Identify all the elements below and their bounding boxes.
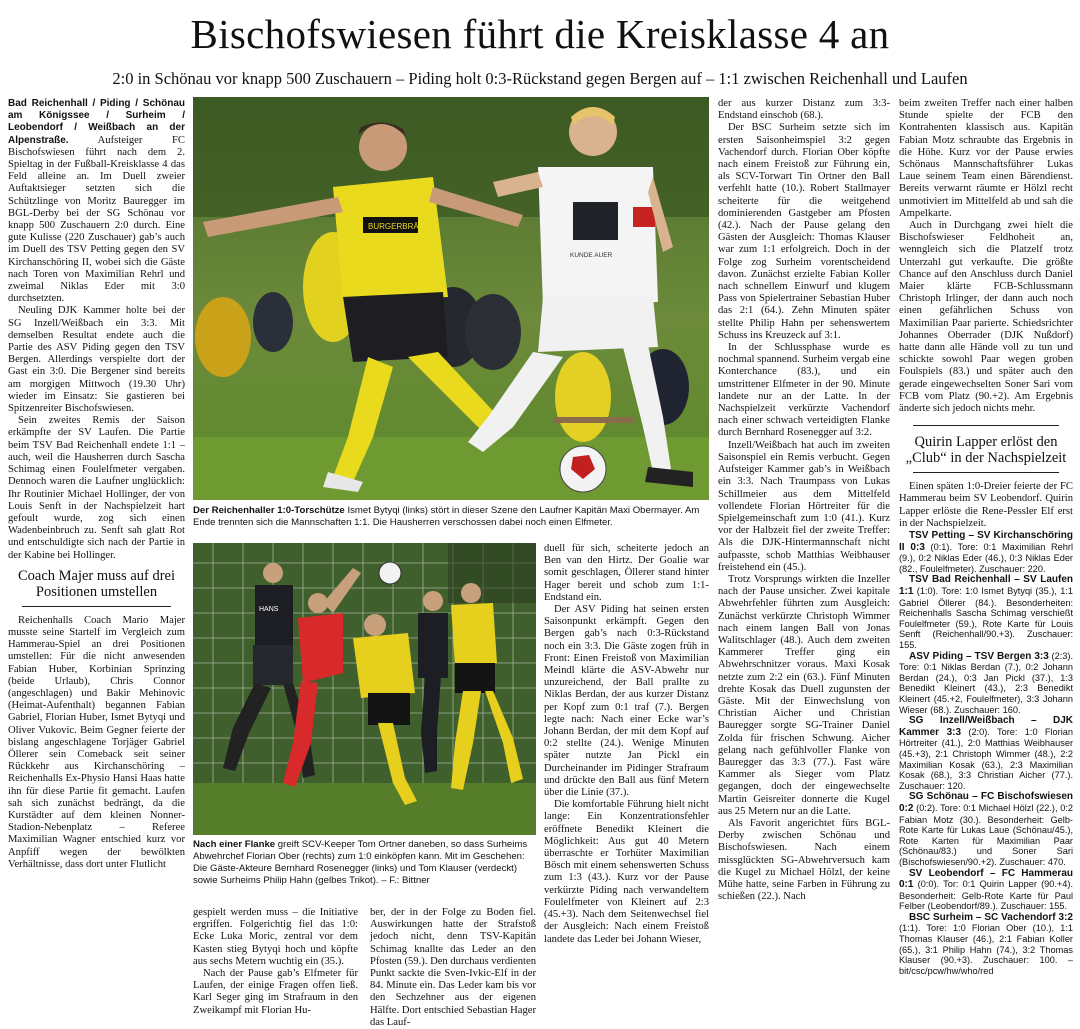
result-entry — [899, 530, 1073, 574]
result-match: BSC Surheim – SC Vachendorf 3:2 — [909, 911, 1073, 923]
paragraph: Einen späten 1:0-Dreier feierte der FC Hammerau beim SV Leobendorf. Quirin Lapper erlöste die Rene-Pessler Elf erst in der Nachspielzeit. — [899, 481, 1073, 529]
divider — [913, 425, 1059, 426]
result-match: TSV Bad Reichenhall – SV Laufen 1:1 — [899, 574, 1073, 598]
article-column-4-lower — [544, 543, 709, 1019]
photo-2-caption — [193, 839, 536, 887]
paragraph: duell für sich, scheiterte jedoch an Ben van den Hirtz. Der Goalie war somit geschlagen, Öllerer stand hinter Hager bereit und schob zum 1:1-Endstand ein. — [544, 543, 709, 603]
paragraph: der aus kurzer Distanz zum 3:3-Endstand einschob (68.). — [718, 98, 890, 122]
paragraph: Inzell/Weißbach hat auch im zweiten Saisonspiel ein Remis verbucht. Gegen Aufsteiger Kammer gab’s in Weißbach ein 3:3. Nach Traumpass von Lukas Schillmeier aus dem Mittelfeld vollendete Florian Hörtreiter für die Spielgemeinschaft zum 1:0 (41.). Kurz vor der Halbzeit fiel der zweite Treffer: Als die DJK-Hintermannschaft nicht aufpasste, schob Matthias Weibhauser freistehend ein (45.). — [718, 439, 890, 573]
result-entry — [899, 651, 1073, 716]
photo-surheim-vachendorf — [193, 543, 536, 835]
result-detail: (1:1). Tore: 1:0 Florian Ober (10.), 1:1 Thomas Klauser (46.), 2:1 Fabian Koller (65.), 3:1 Philip Hahn (74.), 3:2 Thomas Klauser (90.+3). Zuschauer: 100. – bit/csc/pcw/hw/who/red — [899, 923, 1073, 976]
photo-1-image — [193, 97, 709, 500]
paragraph: Neuling DJK Kammer holte bei der SG Inzell/Weißbach ein 3:3. Mit demselben Resultat endete auch die Partie des ASV Piding gegen den TSV Bergen. Allerdings verspielte dort der Gast ein 3:0. Die Bergener sind bereits am morgigen Mittwoch (19.30 Uhr) wieder im Einsatz: Sie gastieren bei Spitzenreiter Bischofswiesen. — [8, 305, 185, 415]
paragraph: Sein zweites Remis der Saison erkämpfte der SV Laufen. Die Partie beim TSV Bad Reichenhall endete 1:1 – auch, weil die Hausherren durch Sascha Schimag einen Foulelfmeter vergaben. Dennoch waren die Laufner unglücklich: Ihr Routinier Michael Hollinger, der von Louis Senft in der Nachspielzeit hart gefoult wurde, zog sich einen Wadenbeinbruch zu. Senft sah glatt Rot und entschuldigte sich nach der Partie in der Kabine bei Hollinger. — [8, 415, 185, 561]
lead-text: Aufsteiger FC Bischofswiesen führt nach dem 2. Spieltag in der Fußball-Kreisklasse 4 das Feld alleine an. Im Duell zweier Auftaktsieger setzten sich die Schützlinge von Moritz Bauregger im BGL-Derby bei der SG Schönau vor knapp 500 Zuschauern 2:0 durch. Eine gute Kulisse (220 Zuschauer) gab’s auch im Duell des TSV Petting gegen den SV Kirchanschöring II, wobei sich die Gäste nach Toren von Maximilian Rehrl und zweimal Niklas Eder mit 3:0 durchsetzten. — [8, 134, 185, 305]
result-detail: (1:0). Tore: 1:0 Ismet Bytyqi (35.), 1:1 Gabriel Öllerer (84.). Besonderheiten: Reichenhalls Sascha Schimag verschießt Foulelfmeter (59.), Rote Karte für Louis Senft (Reichenhall/90.+3). Zuschauer: 155. — [899, 586, 1073, 651]
paragraph: Trotz Vorsprungs wirkten die Inzeller nach der Pause unsicher. Zwei kapitale Abwehrfehler führten zum Ausgleich: Zunächst verkürzte Christoph Wimmer nach einem langen Ball von Jonas Walitschlager (48.). Auch dem zweiten Kammerer Treffer ging ein Abwehrschnitzer voraus. Maxi Kosak netzte zum 2:2 ein (63.). Fünf Minuten drehte Kosak das Duell zugunsten der Gäste. Mit der Einwechslung von Christian Aicher und Christian Bauregger sorgte SG-Trainer Daniel Zolda für frischen Schwung. Aicher gelang nach gefühlvoller Flanke von Bauregger das 3:3 (77.). Fast wäre Kammer als Sieger vom Platz gegangen, doch der eingewechselte Martin Geisreiter donnerte die Kugel aus 25 Metern nur an die Latte. — [718, 573, 890, 817]
paragraph: In der Schlussphase wurde es nochmal spannend. Surheim vergab eine Konterchance (83.), und ein umstrittener Elfmeter in der 90. Minute landete nur an der Latte. In der Nachspielzeit verkürzte Vachendorf nach einer schwach verteidigten Flanke durch Bernhard Rosenegger auf 3:2. — [718, 342, 890, 439]
paragraph: Auch in Durchgang zwei hielt die Bischofswieser Feldhoheit an, wenngleich sich die Platzelf trotz Unterzahl gut verkaufte. Die größte Chance auf den Anschluss durch Daniel Maier klärte FCB-Schlussmann Christoph Irlinger, der dann auch noch einen gefährlichen Schuss von Maximilian Paar parierte. Schiedsrichter Johannes Oberrader (DJK Nußdorf) hatte dann alle Hände voll zu tun und schickte sowohl Paar wegen groben Foulspiels (83.) und später auch den gerade eingewechselten Soner Sari vom FCB vom Platz (90.+2). Am Ergebnis änderte sich jedoch nichts mehr. — [899, 220, 1073, 415]
article-column-2 — [193, 907, 358, 1019]
result-entry — [899, 868, 1073, 912]
photo-reichenhall-laufen — [193, 97, 709, 500]
jersey-text-photo2: HANS — [259, 606, 279, 613]
result-entry — [899, 791, 1073, 867]
paragraph: Die komfortable Führung hielt nicht lange: Ein Konzentrationsfehler eröffnete Benedikt Kleinert die Möglichkeit: Aus gut 40 Metern überraschte er Torhüter Maximilian Bösch mit einem sehenswerten Schuss zum 1:3 (43.). Kurz vor der Pause verkürzte Piding nach verwandeltem Foulelfmeter von Kleinert auf 2:3 (45.+3). Nach dem Seitenwechsel fiel der Ausgleich: Nach einem Freistoß landete das Leder bei Johann Wieser, — [544, 799, 709, 945]
paragraph: beim zweiten Treffer nach einer halben Stunde spielte der FCB den Kontrahenten klassisch aus. Kapitän Fabian Motz schraubte das Ergebnis in die Höhe. Kurz vor der Pause erwies Schönaus Mannschaftsführer Lukas Laue seinem Team einen Bärendienst. Bereits verwarnt räumte er Hölzl recht unmotiviert im Mittelfeld ab und sah die Ampelkarte. — [899, 98, 1073, 219]
result-match: SG Schönau – FC Bischofswiesen 0:2 — [899, 791, 1073, 814]
divider — [22, 606, 171, 607]
result-entry — [899, 912, 1073, 977]
paragraph: Der ASV Piding hat seinen ersten Saisonpunkt erkämpft. Gegen den Bergen gab’s nach 0:3-Rückstand noch ein 3:3. Die Gäste zogen früh in Front: Einen Freistoß von Maximilian Meindl klärte die ASV-Abwehr nur unzureichend, der Ball prallte zu Niklas Berdan, der aus kurzer Distanz per Kopf zum 0:1 traf (7.). Bergen legte nach: Nach einer Ecke war’s Johann Berdan, der mit dem Kopf auf 0:2 stellte (24.). Wenige Minuten später nutzte Jan Pickl ein Durcheinander im Pidinger Strafraum und drückte den Ball aus fünf Metern über die Linie (37.). — [544, 604, 709, 799]
article-column-6 — [899, 98, 1073, 1019]
result-detail: (2:3). Tore: 0:1 Niklas Berdan (7.), 0:2 Johann Berdan (24.), 0:3 Jan Pickl (37.), 1:3 Benedikt Kleinert (43.), 2:3 Benedikt Kleinert (45.+2, Foulelfmeter), 3:3 Johann Wieser (68.). Zuschauer: 160. — [899, 650, 1074, 715]
result-match: ASV Piding – TSV Bergen 3:3 — [909, 650, 1049, 662]
paragraph: Als Favorit angerichtet fürs BGL-Derby zwischen Schönau und Bischofswiesen. Nach einem missglückten SG-Abwehrversuch kam die Kugel zu Michael Hölzl, der keine Mühe hatte, seine Farben in Führung zu schießen (22.). Nach — [718, 817, 890, 903]
result-detail: (2:0). Tore: 1:0 Florian Hörtreiter (41.), 2:0 Matthias Weibhauser (45.+3), 2:1 Christoph Wimmer (48.), 2:2 Maximilian Kosak (63.), 2:3 Maximilian Kosak (68.), 3:3 Christian Aicher (77.). Zuschauer: 120. — [899, 726, 1073, 791]
result-detail: (0:0). Tor: 0:1 Quirin Lapper (90.+4). Besonderheit: Gelb-Rote Karte für Paul Felber (Leobendorf/89.). Zuschauer: 155. — [899, 879, 1073, 912]
headline: Bischofswiesen führt die Kreisklasse 4 an — [190, 11, 890, 57]
caption-lead: Nach einer Flanke — [193, 839, 276, 850]
paragraph: Der BSC Surheim setzte sich im ersten Saisonheimspiel 3:2 gegen Vachendorf durch. Florian Ober köpfte nach einem Freistoß zur Führung ein, als SCV-Torwart Tin Ortner den Ball verfehlt hatte (10.). Robert Stallmayer scheiterte für die weitgehend dominierenden Gastgeber am Pfosten (42.). Nach der Pause gelang den Gästen der Ausgleich: Thomas Klauser war zum 1:1 erfolgreich. Doch in der Folge zog Surheim vorentscheidend davon. Zunächst erzielte Fabian Koller nach schnellem Einwurf und klugem Pass von Spielertrainer Sebastian Huber das 2:1 (64.). Zehn Minuten später stellte Philip Hahn per sehenswertem Schuss ins Kreuzeck auf 3:1. — [718, 122, 890, 341]
paragraph: gespielt werden muss – die Initiative ergriffen. Folgerichtig fiel das 1:0: Ecke Luka Moric, zentral vor dem Kasten stieg Bytyqi hoch und köpfte aus sechs Metern wuchtig ein (35.). — [193, 907, 358, 967]
paragraph: Reichenhalls Coach Mario Majer musste seine Startelf im Vergleich zum Hammerau-Spiel an drei Positionen umstellen: Für die nicht anwesenden Fabian Huber, Korbinian Sprinzing (beide Urlaub), Chris Connor (angeschlagen) und Bakir Mehinovic (Heimat-Aufenthalt) begannen Fabian Gabriel, Florian Huber, Ismet Bytyqi und Oliver Vukovic. Beim Gegner feierte der bislang angeschlagene Torjäger Gabriel Öllerer sein Comeback seit seiner Rückkehr aus Kirchanschöring – Reichenhalls Ex-Physio Hansi Haas hatte ihn für diese Partie fit gemacht. Laufen sah sich zunächst bedrängt, da die Kurstädter auf dem kleinen Nonner-Stadion-Nebenplatz – Referee Maximilian Wagner entschied kurz vor Anpfiff wegen der bewölkten Verhältnisse, dass dort unter Flutlicht — [8, 614, 185, 870]
paragraph: Nach der Pause gab’s Elfmeter für Laufen, der einige Fragen offen ließ. Karl Seger ging im Strafraum in den Zweikampf mit Florian Hu- — [193, 968, 358, 1016]
result-entry — [899, 715, 1073, 791]
result-match: SG Inzell/Weißbach – DJK Kammer 3:3 — [899, 715, 1073, 738]
article-column-1 — [8, 98, 185, 1018]
article-column-3 — [370, 907, 536, 1028]
jersey-text-left: BURGERBRÄU — [368, 222, 425, 231]
dateline: Bad Reichenhall / Piding / Schönau am Königssee / Surheim / Leobendorf / Weißbach an der Alpenstraße. — [8, 98, 185, 146]
photo-1-caption — [193, 505, 709, 529]
divider — [913, 472, 1059, 473]
result-entry — [899, 574, 1073, 650]
subheading-majer: Coach Majer muss auf drei Positionen umstellen — [17, 567, 176, 600]
result-match: SV Leobendorf – FC Hammerau 0:1 — [899, 867, 1073, 891]
jersey-text-right: KUNDE AUER — [570, 252, 613, 259]
result-detail: (0:2). Tore: 0:1 Michael Hölzl (22.), 0:2 Fabian Motz (30.). Besonderheit: Gelb-Rote Karte für Lukas Laue (Schönau/45.), Rote Karten für Maximilian Paar (Schönau/83.) und Soner Sari (Bischofswiesen/90.+2). Zuschauer: 470. — [899, 802, 1073, 867]
photo-2-image — [193, 543, 536, 835]
subheading-lapper: Quirin Lapper erlöst den „Club“ in der Nachspielzeit — [905, 434, 1067, 467]
caption-lead: Der Reichenhaller 1:0-Torschütze — [193, 505, 345, 516]
caption-text: greift SCV-Keeper Tom Ortner daneben, so dass Surheims Abwehrchef Florian Ober (rechts) zum 1:0 einköpfen kann. Mit im Geschehen: Die Gäste-Akteure Bernhard Rosenegger (links) und Tom Klauser (verdeckt) sowie Surheims Philip Hahn (gelbes Trikot). – F.: Bittner — [193, 839, 528, 886]
results-list — [899, 530, 1073, 976]
lead-paragraph — [8, 98, 185, 305]
subheadline: 2:0 in Schönau vor knapp 500 Zuschauern – Piding holt 0:3-Rückstand gegen Bergen auf – 1:1 zwischen Reichenhall und Laufen — [112, 69, 968, 88]
caption-text: Ismet Bytyqi (links) stört in dieser Szene den Laufner Kapitän Maxi Obermayer. Am Ende trennten sich die Mannschaften 1:1. Die Hausherren verschossen dabei noch einen Elfmeter. — [193, 505, 700, 528]
result-detail: (0:1). Tore: 0:1 Maximilian Rehrl (9.), 0:2 Niklas Eder (46.), 0:3 Niklas Eder (82., Foulelfmeter). Zuschauer: 220. — [899, 541, 1073, 574]
article-column-5 — [718, 98, 890, 1019]
paragraph: ber, der in der Folge zu Boden fiel. Auswirkungen hatte der Strafstoß jedoch nicht, denn TSV-Kapitän Schimag knallte das Leder an den Pfosten (59.). Den durchaus verdienten Punkt sackte die Sven-Ivkic-Elf in der 84. Minute ein. Das Leder kam bis vor den Sechzehner aus der eigenen Hälfte. Dort entschied Sebastian Hager das Lauf- — [370, 907, 536, 1028]
result-match: TSV Petting – SV Kirchanschöring II 0:3 — [899, 530, 1073, 553]
